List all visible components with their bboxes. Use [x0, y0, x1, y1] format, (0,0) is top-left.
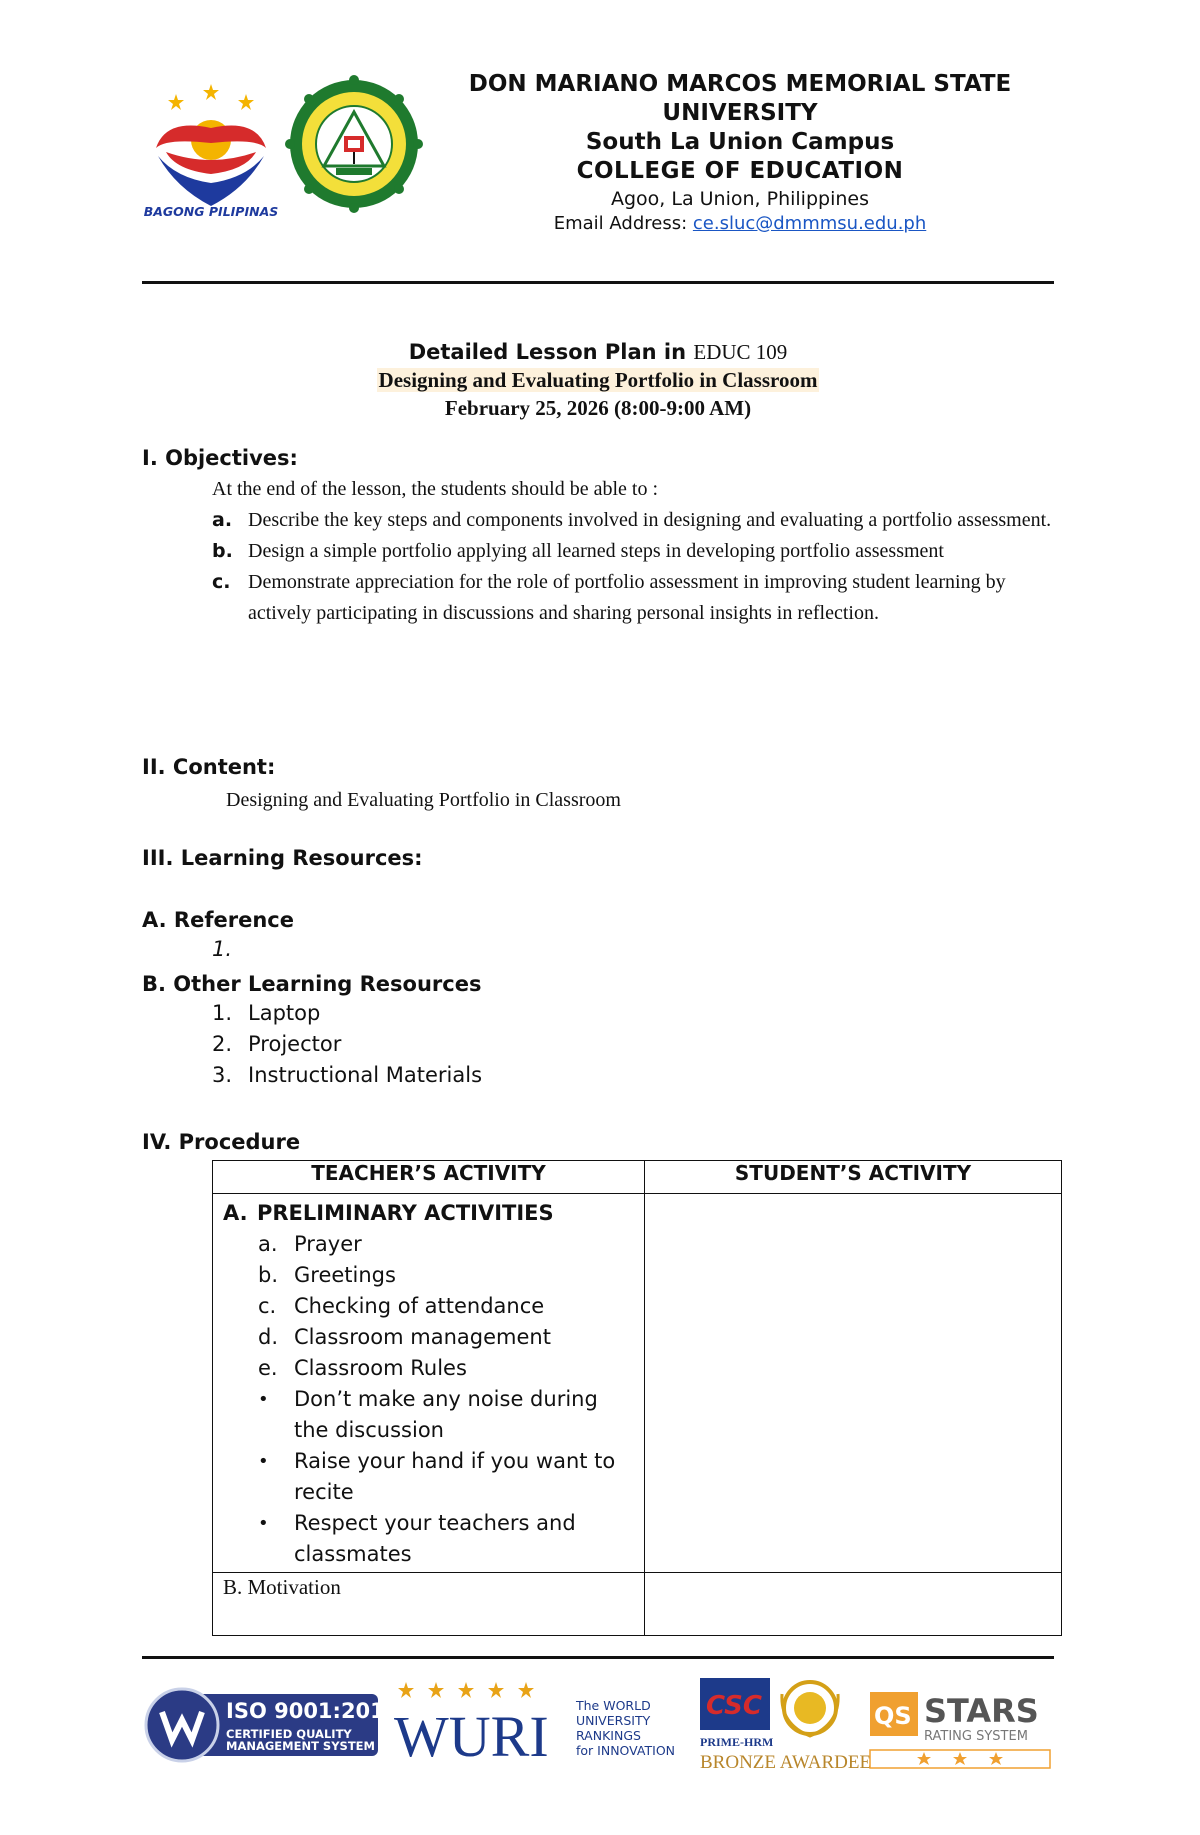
list-item: [223, 1353, 634, 1384]
objectives-heading: I. Objectives:: [142, 446, 298, 470]
list-item-text: Greetings: [294, 1263, 396, 1287]
student-activity-cell: [645, 1194, 1062, 1573]
college-name: COLLEGE OF EDUCATION: [576, 158, 904, 184]
wuri-caption-line: The WORLD: [576, 1698, 651, 1713]
objectives-list: [212, 505, 1052, 629]
course-code: EDUC 109: [693, 340, 788, 364]
objective-text: Design a simple portfolio applying all learned steps in developing portfolio assessment: [248, 540, 944, 562]
csc-award-label: BRONZE AWARDEE: [700, 1752, 872, 1773]
motivation-cell: B. Motivation: [213, 1573, 645, 1636]
list-item-text: Classroom Rules: [294, 1356, 467, 1380]
lesson-plan-title: [142, 338, 1054, 366]
iso-title: ISO 9001:2015: [226, 1699, 400, 1723]
objective-item: [212, 505, 1052, 536]
table-row: [213, 1194, 1062, 1573]
list-item-marker: c.: [258, 1294, 277, 1318]
list-item: [223, 1322, 634, 1353]
wuri-wordmark: WURI: [394, 1704, 549, 1769]
bullet-text: Raise your hand if you want to recite: [294, 1449, 616, 1504]
procedure-heading: IV. Procedure: [142, 1130, 301, 1154]
email-line: [410, 212, 1070, 236]
resource-item: [212, 998, 482, 1029]
list-item-marker: b.: [258, 1263, 279, 1287]
email-label: Email Address:: [553, 213, 693, 234]
preliminary-activities-title: [223, 1198, 634, 1229]
rule-bullet-item: [223, 1384, 634, 1446]
bullet-marker: •: [258, 1451, 269, 1472]
bagong-pilipinas-logo: [136, 78, 286, 218]
table-header-row: [213, 1161, 1062, 1194]
footer-logos: [142, 1668, 1054, 1778]
reference-list: [212, 934, 248, 965]
iso-sub2: MANAGEMENT SYSTEM: [226, 1739, 375, 1753]
bullet-marker: •: [258, 1513, 269, 1534]
list-item-marker: e.: [258, 1356, 278, 1380]
objective-text: Describe the key steps and components involved in designing and evaluating a portfolio assessment.: [248, 509, 1052, 531]
rule-bullet-item: [223, 1508, 634, 1570]
resource-item: [212, 1029, 482, 1060]
campus-address: Agoo, La Union, Philippines: [611, 188, 869, 210]
qs-stars-wordmark: STARS: [924, 1692, 1039, 1730]
qs-stars-logo: [868, 1686, 1054, 1772]
email-link[interactable]: ce.sluc@dmmmsu.edu.ph: [692, 213, 927, 234]
iso-certification-logo: [142, 1686, 400, 1764]
preliminary-activities-cell: [213, 1194, 645, 1573]
qs-mark: QS: [874, 1702, 912, 1730]
student-motivation-cell: [645, 1573, 1062, 1636]
objectives-intro: At the end of the lesson, the students should be able to :: [212, 478, 659, 500]
bullet-marker: •: [258, 1389, 269, 1410]
resource-text: Projector: [248, 1032, 342, 1056]
wuri-caption-line: for INNOVATION: [576, 1743, 676, 1758]
preliminary-title-text: PRELIMINARY ACTIVITIES: [257, 1201, 554, 1225]
lesson-date: February 25, 2026 (8:00-9:00 AM): [444, 396, 752, 420]
lesson-topic-text: Designing and Evaluating Portfolio in Classroom: [378, 368, 818, 392]
other-resources-heading: B. Other Learning Resources: [142, 972, 482, 996]
footer-divider: [142, 1656, 1054, 1659]
student-activity-header: STUDENT’S ACTIVITY: [645, 1161, 1062, 1194]
list-item: [223, 1229, 634, 1260]
objective-item: [212, 536, 1052, 567]
wuri-caption-line: UNIVERSITY: [576, 1713, 651, 1728]
reference-marker: 1.: [212, 937, 233, 961]
content-text: Designing and Evaluating Portfolio in Classroom: [226, 789, 621, 811]
preliminary-marker: A.: [223, 1201, 248, 1225]
list-item-marker: d.: [258, 1325, 279, 1349]
bullet-text: Don’t make any noise during the discussion: [294, 1387, 598, 1442]
objective-marker: c.: [212, 571, 231, 593]
qs-rating-label: RATING SYSTEM: [924, 1729, 1028, 1744]
list-item: [223, 1291, 634, 1322]
list-item: [223, 1260, 634, 1291]
resource-marker: 1.: [212, 1001, 233, 1025]
csc-prime-hrm-logo: [698, 1674, 872, 1774]
lesson-topic: [142, 366, 1054, 394]
university-name: DON MARIANO MARCOS MEMORIAL STATE UNIVERSITY: [468, 71, 1012, 126]
resource-marker: 2.: [212, 1032, 233, 1056]
list-item-text: Prayer: [294, 1232, 362, 1256]
wuri-caption: [576, 1698, 675, 1758]
objective-text: Demonstrate appreciation for the role of portfolio assessment in improving student learning by actively participating in discussions and sharing personal insights in reflection.: [248, 571, 1006, 624]
rule-bullet-item: [223, 1446, 634, 1508]
campus-name: South La Union Campus: [585, 129, 895, 155]
resource-text: Instructional Materials: [248, 1063, 483, 1087]
other-resources-list: [212, 998, 482, 1091]
table-row: [213, 1573, 1062, 1636]
university-seal-logo: [288, 78, 420, 210]
wuri-caption-line: RANKINGS: [576, 1728, 641, 1743]
objective-marker: a.: [212, 509, 233, 531]
iso-sub1: CERTIFIED QUALITY: [226, 1727, 352, 1741]
objective-marker: b.: [212, 540, 233, 562]
list-item-text: Classroom management: [294, 1325, 551, 1349]
resource-item: [212, 1060, 482, 1091]
bullet-text: Respect your teachers and classmates: [294, 1511, 576, 1566]
resource-text: Laptop: [248, 1001, 321, 1025]
wuri-logo: [394, 1678, 554, 1774]
resource-marker: 3.: [212, 1063, 233, 1087]
lesson-plan-label: Detailed Lesson Plan in: [408, 340, 694, 364]
university-header: [410, 70, 1070, 236]
learning-resources-heading: III. Learning Resources:: [142, 846, 423, 870]
lesson-title-block: [142, 338, 1054, 422]
reference-heading: A. Reference: [142, 908, 294, 932]
content-heading: II. Content:: [142, 755, 276, 779]
reference-item: [212, 934, 248, 965]
list-item-text: Checking of attendance: [294, 1294, 545, 1318]
list-item-marker: a.: [258, 1232, 278, 1256]
header-divider: [142, 281, 1054, 284]
teacher-activity-header: TEACHER’S ACTIVITY: [213, 1161, 645, 1194]
objective-item: [212, 567, 1052, 629]
csc-wordmark: CSC: [706, 1691, 762, 1721]
procedure-table: [212, 1160, 1062, 1636]
bagong-pilipinas-text: BAGONG PILIPINAS: [143, 204, 279, 219]
csc-prime-label: PRIME-HRM: [700, 1735, 774, 1749]
